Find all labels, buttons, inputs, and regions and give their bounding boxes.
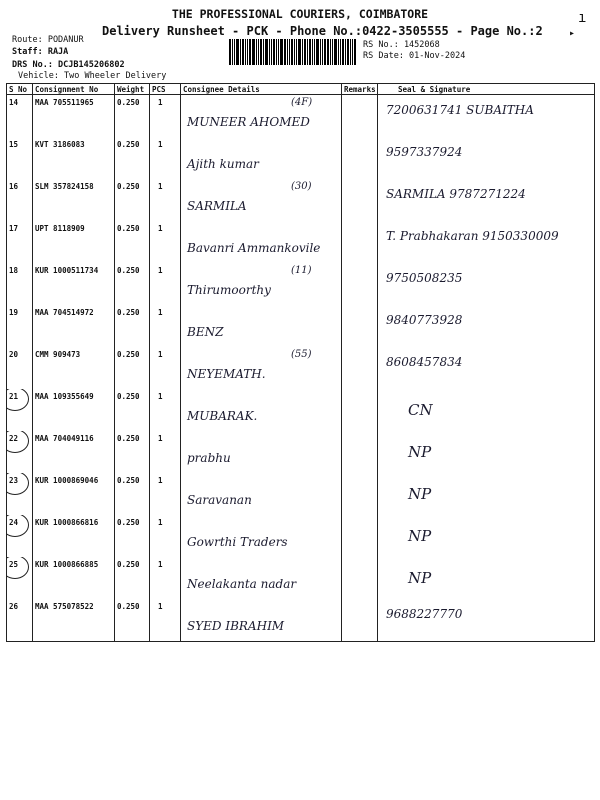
remarks-cell — [342, 473, 378, 515]
signature-text: NP — [408, 527, 432, 545]
sno-value: 22 — [9, 434, 19, 443]
sno-value: 16 — [9, 182, 19, 191]
table-row — [7, 305, 595, 347]
company-name: THE PROFESSIONAL COURIERS, COIMBATORE — [171, 7, 429, 21]
consignment-cell: MAA 704049116 — [33, 431, 115, 473]
remarks-cell — [342, 137, 378, 179]
consignee-note: (30) — [291, 181, 312, 192]
barcode — [229, 39, 357, 65]
table-row — [7, 431, 595, 473]
rs-date: RS Date: 01-Nov-2024 — [363, 51, 466, 61]
consignee-note: (55) — [291, 349, 312, 360]
sno-cell — [7, 473, 33, 515]
col-pcs: PCS — [150, 84, 181, 95]
sno-value: 18 — [9, 266, 19, 275]
consignee-name: Gowrthi Traders — [187, 535, 288, 549]
consignee-name: MUBARAK. — [187, 409, 258, 423]
signature-cell — [378, 221, 595, 263]
table-row — [7, 95, 595, 138]
consignee-name: BENZ — [187, 325, 224, 339]
signature-cell — [378, 347, 595, 389]
pcs-cell: 1 — [150, 473, 181, 515]
col-sno: S No — [7, 84, 33, 95]
consignee-name: Bavanri Ammankovile — [187, 241, 321, 255]
col-weight: Weight — [115, 84, 150, 95]
corner-mark: ı — [578, 10, 587, 26]
consignment-cell: MAA 704514972 — [33, 305, 115, 347]
consignee-note: (4F) — [291, 97, 313, 108]
pcs-cell: 1 — [150, 263, 181, 305]
sno-cell — [7, 221, 33, 263]
weight-cell: 0.250 — [115, 515, 150, 557]
sno-cell — [7, 263, 33, 305]
consignee-name: SYED IBRAHIM — [187, 619, 285, 633]
weight-cell: 0.250 — [115, 221, 150, 263]
pcs-cell: 1 — [150, 431, 181, 473]
pcs-cell: 1 — [150, 179, 181, 221]
pcs-cell: 1 — [150, 515, 181, 557]
table-row — [7, 599, 595, 642]
consignment-cell: KUR 1000866885 — [33, 557, 115, 599]
consignee-cell — [181, 263, 342, 305]
drs-number: DRS No.: DCJB145206802 — [12, 60, 125, 70]
pcs-cell: 1 — [150, 305, 181, 347]
signature-text: NP — [408, 485, 432, 503]
weight-cell: 0.250 — [115, 347, 150, 389]
consignee-name: Neelakanta nadar — [187, 577, 297, 591]
weight-cell: 0.250 — [115, 473, 150, 515]
sno-cell — [7, 305, 33, 347]
runsheet-table — [6, 83, 595, 642]
consignee-cell — [181, 137, 342, 179]
sno-cell — [7, 179, 33, 221]
signature-cell — [378, 473, 595, 515]
weight-cell: 0.250 — [115, 431, 150, 473]
consignee-name: Saravanan — [187, 493, 252, 507]
consignee-name: Thirumoorthy — [187, 283, 271, 297]
remarks-cell — [342, 305, 378, 347]
table-row — [7, 389, 595, 431]
pcs-cell: 1 — [150, 95, 181, 138]
table-row — [7, 557, 595, 599]
table-row — [7, 347, 595, 389]
weight-cell: 0.250 — [115, 263, 150, 305]
consignee-cell — [181, 473, 342, 515]
consignment-cell: MAA 109355649 — [33, 389, 115, 431]
sno-cell — [7, 95, 33, 138]
pcs-cell: 1 — [150, 557, 181, 599]
remarks-cell — [342, 599, 378, 642]
weight-cell: 0.250 — [115, 557, 150, 599]
sno-cell — [7, 389, 33, 431]
consignee-cell — [181, 515, 342, 557]
consignment-cell: KUR 1000869046 — [33, 473, 115, 515]
weight-cell: 0.250 — [115, 389, 150, 431]
consignment-cell: KUR 1000866816 — [33, 515, 115, 557]
consignment-cell: KVT 3186083 — [33, 137, 115, 179]
consignee-cell — [181, 431, 342, 473]
col-remarks: Remarks — [342, 84, 378, 95]
sno-value: 21 — [9, 392, 19, 401]
signature-cell — [378, 389, 595, 431]
signature-cell — [378, 137, 595, 179]
sno-cell — [7, 557, 33, 599]
sno-value: 26 — [9, 602, 19, 611]
signature-text: CN — [408, 401, 433, 419]
signature-text: 9597337924 — [386, 145, 463, 159]
weight-cell: 0.250 — [115, 95, 150, 138]
circle-mark — [7, 431, 30, 453]
table-row — [7, 179, 595, 221]
signature-text: T. Prabhakaran 9150330009 — [386, 229, 559, 243]
signature-text: 8608457834 — [386, 355, 463, 369]
sno-cell — [7, 599, 33, 642]
pcs-cell: 1 — [150, 389, 181, 431]
table-row — [7, 263, 595, 305]
remarks-cell — [342, 263, 378, 305]
consignment-cell: MAA 705511965 — [33, 95, 115, 138]
sno-cell — [7, 515, 33, 557]
signature-text: 9840773928 — [386, 313, 463, 327]
table-row — [7, 515, 595, 557]
signature-text: NP — [408, 443, 432, 461]
table-row — [7, 473, 595, 515]
sno-value: 15 — [9, 140, 19, 149]
consignee-note: (11) — [291, 265, 312, 276]
vehicle: Vehicle: Two Wheeler Delivery — [18, 71, 167, 81]
sno-value: 25 — [9, 560, 19, 569]
consignee-cell — [181, 95, 342, 138]
consignment-cell: KUR 1000511734 — [33, 263, 115, 305]
consignee-cell — [181, 389, 342, 431]
sno-cell — [7, 431, 33, 473]
remarks-cell — [342, 221, 378, 263]
col-consignment: Consignment No — [33, 84, 115, 95]
corner-arrow-icon: ▸ — [569, 28, 576, 39]
remarks-cell — [342, 515, 378, 557]
route: Route: PODANUR — [12, 35, 84, 45]
sno-cell — [7, 347, 33, 389]
pcs-cell: 1 — [150, 347, 181, 389]
sno-cell — [7, 137, 33, 179]
remarks-cell — [342, 95, 378, 138]
consignee-cell — [181, 599, 342, 642]
remarks-cell — [342, 179, 378, 221]
consignment-cell: SLM 357824158 — [33, 179, 115, 221]
consignment-cell: UPT 8118909 — [33, 221, 115, 263]
signature-cell — [378, 515, 595, 557]
signature-cell — [378, 557, 595, 599]
sno-value: 19 — [9, 308, 19, 317]
consignee-cell — [181, 557, 342, 599]
signature-text: SARMILA 9787271224 — [386, 187, 526, 201]
signature-text: NP — [408, 569, 432, 587]
consignee-name: prabhu — [187, 451, 231, 465]
sno-value: 23 — [9, 476, 19, 485]
sno-value: 20 — [9, 350, 19, 359]
circle-mark — [7, 515, 30, 537]
circle-mark — [7, 557, 30, 579]
rs-number: RS No.: 1452068 — [363, 40, 440, 50]
weight-cell: 0.250 — [115, 137, 150, 179]
consignee-cell — [181, 179, 342, 221]
signature-cell — [378, 431, 595, 473]
remarks-cell — [342, 557, 378, 599]
weight-cell: 0.250 — [115, 305, 150, 347]
signature-text: 9750508235 — [386, 271, 463, 285]
consignment-cell: MAA 575078522 — [33, 599, 115, 642]
consignment-cell: CMM 909473 — [33, 347, 115, 389]
sno-value: 14 — [9, 98, 19, 107]
pcs-cell: 1 — [150, 137, 181, 179]
weight-cell: 0.250 — [115, 179, 150, 221]
remarks-cell — [342, 347, 378, 389]
signature-text: 7200631741 SUBAITHA — [386, 103, 534, 117]
table-row — [7, 221, 595, 263]
signature-text: 9688227770 — [386, 607, 463, 621]
consignee-name: SARMILA — [187, 199, 247, 213]
circle-mark — [7, 389, 30, 411]
sno-value: 17 — [9, 224, 19, 233]
pcs-cell: 1 — [150, 221, 181, 263]
signature-cell — [378, 305, 595, 347]
consignee-cell — [181, 347, 342, 389]
runsheet-title: Delivery Runsheet - PCK - Phone No.:0422-3505555 - Page No.:2 — [102, 24, 543, 38]
consignee-cell — [181, 305, 342, 347]
consignee-name: MUNEER AHOMED — [187, 115, 310, 129]
remarks-cell — [342, 431, 378, 473]
staff: Staff: RAJA — [12, 47, 69, 57]
signature-cell — [378, 263, 595, 305]
signature-cell — [378, 179, 595, 221]
remarks-cell — [342, 389, 378, 431]
signature-cell — [378, 95, 595, 138]
consignee-cell — [181, 221, 342, 263]
consignee-name: Ajith kumar — [187, 157, 259, 171]
col-consignee: Consignee Details — [181, 84, 342, 95]
sno-value: 24 — [9, 518, 19, 527]
pcs-cell: 1 — [150, 599, 181, 642]
consignee-name: NEYEMATH. — [187, 367, 266, 381]
col-signature: Seal & Signature — [378, 84, 595, 95]
table-header-row — [7, 84, 595, 95]
circle-mark — [7, 473, 30, 495]
table-row — [7, 137, 595, 179]
weight-cell: 0.250 — [115, 599, 150, 642]
signature-cell — [378, 599, 595, 642]
